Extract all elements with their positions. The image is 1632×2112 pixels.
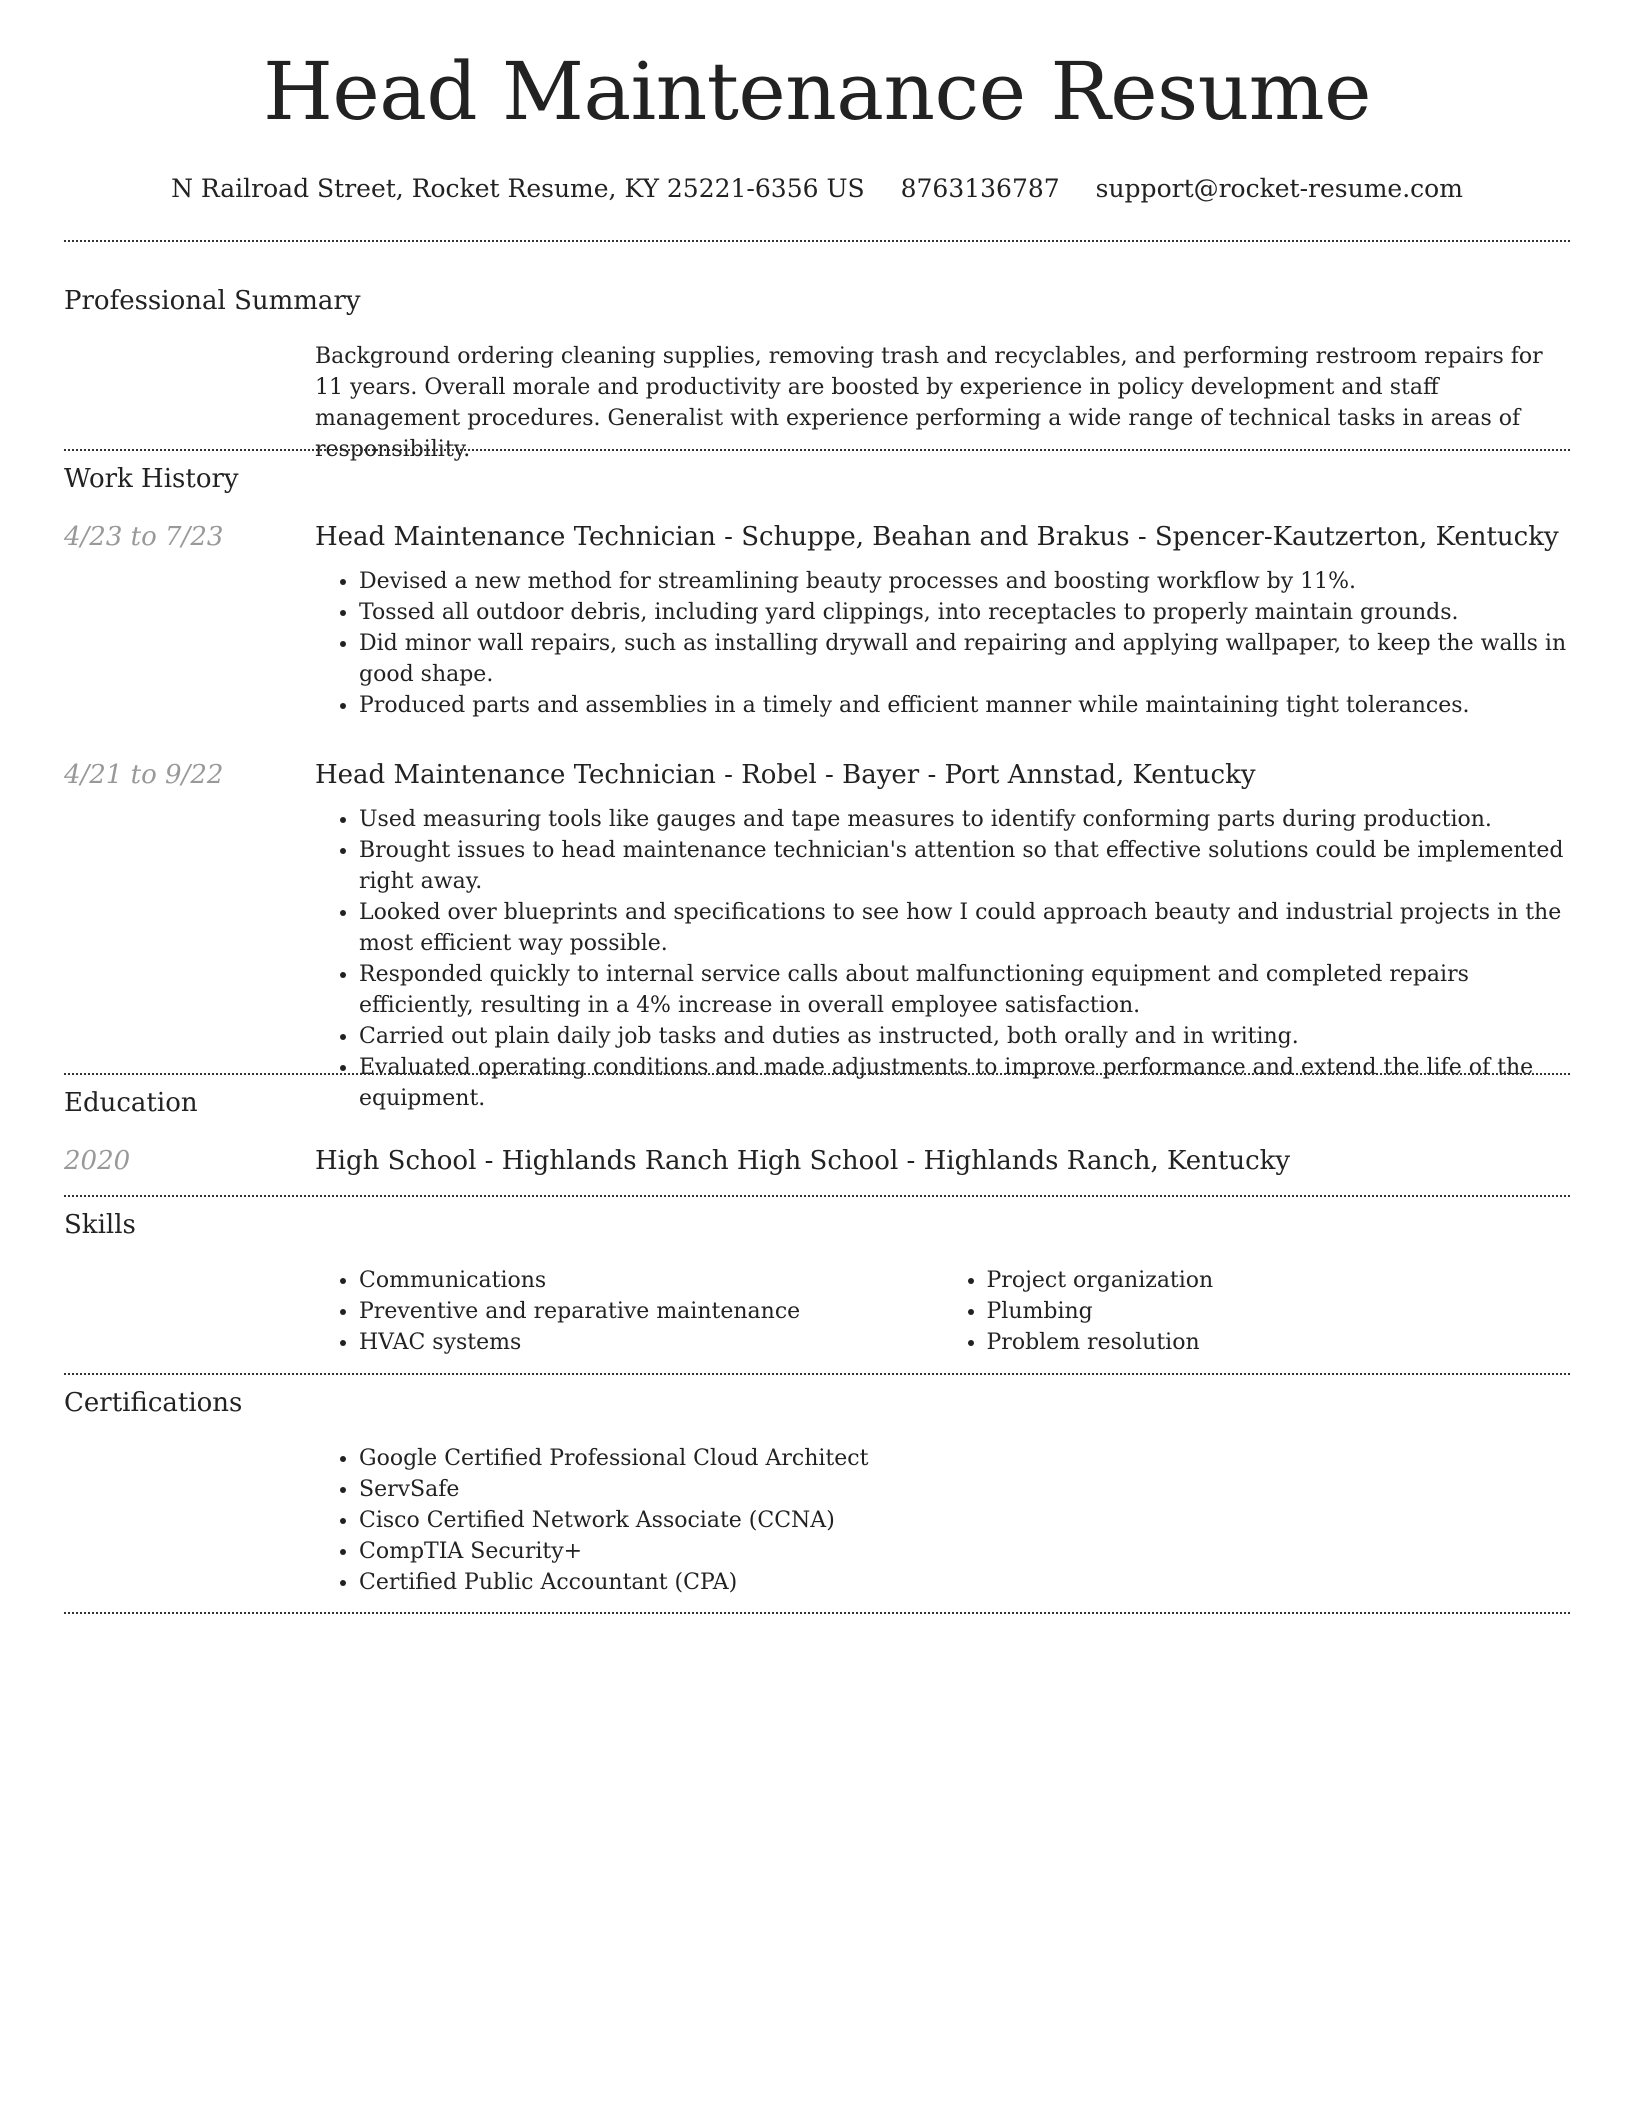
certifications-list	[315, 1443, 1570, 1598]
job-entry	[315, 758, 1570, 1114]
list-item: • Devised a new method for streamlining beauty processes and boosting workflow by 11%.	[359, 566, 1570, 597]
list-item: • Responded quickly to internal service calls about malfunctioning equipment and completed repairs efficiently, resulting in a 4% increase in overall employee satisfaction.	[359, 959, 1570, 1021]
list-item: • CompTIA Security+	[359, 1536, 1570, 1567]
certifications-heading: Certifications	[64, 1388, 243, 1418]
list-item: • Google Certified Professional Cloud Architect	[359, 1443, 1570, 1474]
list-item: • Brought issues to head maintenance technician's attention so that effective solutions could be implemented right away.	[359, 835, 1570, 897]
divider	[64, 1373, 1570, 1375]
list-item: • Preventive and reparative maintenance	[359, 1296, 943, 1327]
education-date: 2020	[64, 1146, 131, 1176]
address: N Railroad Street, Rocket Resume, KY 25221-6356 US	[171, 174, 865, 203]
list-item: • Project organization	[987, 1265, 1571, 1296]
certifications-items	[315, 1443, 1570, 1598]
summary-heading: Professional Summary	[64, 286, 361, 316]
contact-line	[64, 172, 1570, 206]
skills-column-right	[943, 1265, 1571, 1358]
list-item: • Tossed all outdoor debris, including yard clippings, into receptacles to properly maintain grounds.	[359, 597, 1570, 628]
education-heading: Education	[64, 1088, 198, 1118]
list-item: • Looked over blueprints and specifications to see how I could approach beauty and industrial projects in the most efficient way possible.	[359, 897, 1570, 959]
list-item: • Problem resolution	[987, 1327, 1571, 1358]
divider	[64, 1073, 1570, 1075]
job-dates: 4/21 to 9/22	[64, 760, 224, 790]
list-item: • Produced parts and assemblies in a timely and efficient manner while maintaining tight tolerances.	[359, 690, 1570, 721]
list-item: • Communications	[359, 1265, 943, 1296]
phone: 8763136787	[900, 174, 1060, 203]
list-item: • Cisco Certified Network Associate (CCNA)	[359, 1505, 1570, 1536]
list-item: • Certified Public Accountant (CPA)	[359, 1567, 1570, 1598]
list-item: • Did minor wall repairs, such as installing drywall and repairing and applying wallpaper, to keep the walls in good shape.	[359, 628, 1570, 690]
work-heading: Work History	[64, 464, 239, 494]
job-bullets	[315, 804, 1570, 1114]
job-title: Head Maintenance Technician - Robel - Bayer - Port Annstad, Kentucky	[315, 760, 1256, 790]
list-item: • Carried out plain daily job tasks and duties as instructed, both orally and in writing.	[359, 1021, 1570, 1052]
list-item: • HVAC systems	[359, 1327, 943, 1358]
divider	[64, 1195, 1570, 1197]
list-item: • Evaluated operating conditions and made adjustments to improve performance and extend the life of the equipment.	[359, 1052, 1570, 1114]
job-title: Head Maintenance Technician - Schuppe, Beahan and Brakus - Spencer-Kautzerton, Kentucky	[315, 522, 1559, 552]
job-dates: 4/23 to 7/23	[64, 522, 224, 552]
education-entry: High School - Highlands Ranch High School - Highlands Ranch, Kentucky	[315, 1146, 1291, 1176]
job-bullets	[315, 566, 1570, 721]
skills-grid	[315, 1265, 1570, 1358]
list-item: • Plumbing	[987, 1296, 1571, 1327]
skills-column-left	[315, 1265, 943, 1358]
divider	[64, 1612, 1570, 1614]
job-entry	[315, 520, 1570, 721]
divider	[64, 240, 1570, 242]
list-item: • ServSafe	[359, 1474, 1570, 1505]
summary-text: Background ordering cleaning supplies, removing trash and recyclables, and performing restroom repairs for 11 years. Overall morale and productivity are boosted by experience in policy development and staff management procedures. Generalist with experience performing a wide range of technical tasks in areas of responsibility.	[315, 344, 1543, 462]
divider	[64, 449, 1570, 451]
email: support@rocket-resume.com	[1095, 174, 1463, 203]
skills-heading: Skills	[64, 1210, 136, 1240]
list-item: • Used measuring tools like gauges and tape measures to identify conforming parts during production.	[359, 804, 1570, 835]
skills-list	[315, 1265, 1570, 1358]
resume-title: Head Maintenance Resume	[263, 45, 1371, 138]
